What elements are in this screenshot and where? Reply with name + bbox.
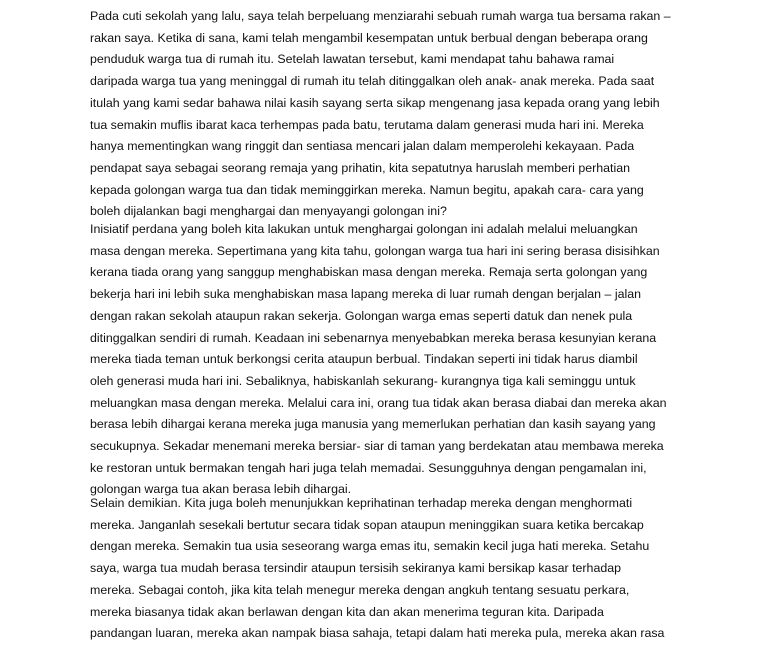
text-line: secukupnya. Sekadar menemani mereka bersiar- siar di taman yang berdekatan atau membawa mereka [90,439,664,454]
text-line: rakan saya. Ketika di sana, kami telah mengambil kesempatan untuk berbual dengan beberapa orang [90,30,648,45]
text-line: dengan mereka. Semakin tua usia seseorang warga emas itu, semakin kecil juga hati mereka. Setahu [90,539,650,554]
text-line: bekerja hari ini lebih suka menghabiskan masa lapang mereka di luar rumah dengan berjalan – jalan [90,287,642,302]
text-line: mereka. Janganlah sesekali bertutur secara tidak sopan ataupun meninggikan suara ketika bercakap [90,517,644,532]
text-line: itulah yang kami sedar bahawa nilai kasih sayang serta sikap mengenang jasa kepada orang yang lebih [90,95,660,110]
text-line: berasa lebih dihargai kerana mereka juga manusia yang memerlukan perhatian dan kasih sayang yang [90,417,656,432]
text-line: kerana tiada orang yang sanggup menghabiskan masa dengan mereka. Remaja serta golongan yang [90,265,648,280]
text-line: ke restoran untuk bermakan tengah hari juga telah memadai. Sesungguhnya dengan pengamalan ini, [90,460,647,475]
text-line: ditinggalkan sendiri di rumah. Keadaan ini sebenarnya menyebabkan mereka berasa kesunyian kerana [90,330,657,345]
text-line: saya, warga tua mudah berasa tersindir ataupun tersisih sekiranya kami bersikap kasar terhadap [90,561,622,576]
text-line: pendapat saya sebagai seorang remaja yang prihatin, kita sepatutnya haruslah memberi perhatian [90,160,631,175]
text-line: oleh generasi muda hari ini. Sebaliknya, habiskanlah sekurang- kurangnya tiga kali seminggu untuk [90,373,636,388]
text-line: boleh dijalankan bagi menghargai dan menyayangi golongan ini? [90,204,447,219]
text-line: golongan warga tua akan berasa lebih dihargai. [90,482,352,497]
text-line: mereka biasanya tidak akan berlawan dengan kita dan akan menerima teguran kita. Daripada [90,604,604,619]
text-line: penduduk warga tua di rumah itu. Setelah lawatan tersebut, kami mendapat tahu bahawa ramai [90,52,615,67]
text-line: masa dengan mereka. Sepertimana yang kita tahu, golongan warga tua hari ini sering berasa disisihkan [90,243,660,258]
text-line: Selain demikian. Kita juga boleh menunjukkan keprihatinan terhadap mereka dengan menghormati [90,496,633,510]
text-line: mereka tiada teman untuk berkongsi cerita ataupun berbual. Tindakan seperti ini tidak harus diambil [90,352,638,367]
paragraph-3 [90,493,690,645]
paragraph-2 [90,219,690,501]
text-line: hanya mementingkan wang ringgit dan sentiasa mencari jalan dalam memperolehi kekayaan. Pada [90,139,635,154]
text-line: pandangan luaran, mereka akan nampak biasa sahaja, tetapi dalam hati mereka pula, mereka akan rasa [90,626,665,641]
text-line: dengan rakan sekolah ataupun rakan sekerja. Golongan warga emas seperti datuk dan nenek pula [90,308,633,323]
text-line: Inisiatif perdana yang boleh kita lakukan untuk menghargai golongan ini adalah melalui meluangkan [90,222,638,236]
text-line: mereka. Sebagai contoh, jika kita telah menegur mereka dengan angkuh tentang sesuatu perkara, [90,582,630,597]
text-line: Pada cuti sekolah yang lalu, saya telah berpeluang menziarahi sebuah rumah warga tua bersama rakan – [90,9,671,23]
text-line: kepada golongan warga tua dan tidak meminggirkan mereka. Namun begitu, apakah cara- cara yang [90,182,644,197]
text-line: meluangkan masa dengan mereka. Melalui cara ini, orang tua tidak akan berasa diabai dan mereka akan [90,395,667,410]
text-line: daripada warga tua yang meninggal di rumah itu telah ditinggalkan oleh anak- anak mereka. Pada saat [90,74,655,89]
paragraph-1 [90,6,690,223]
text-line: tua semakin muflis ibarat kaca terhempas pada batu, terutama dalam generasi muda hari ini. Mereka [90,117,644,132]
